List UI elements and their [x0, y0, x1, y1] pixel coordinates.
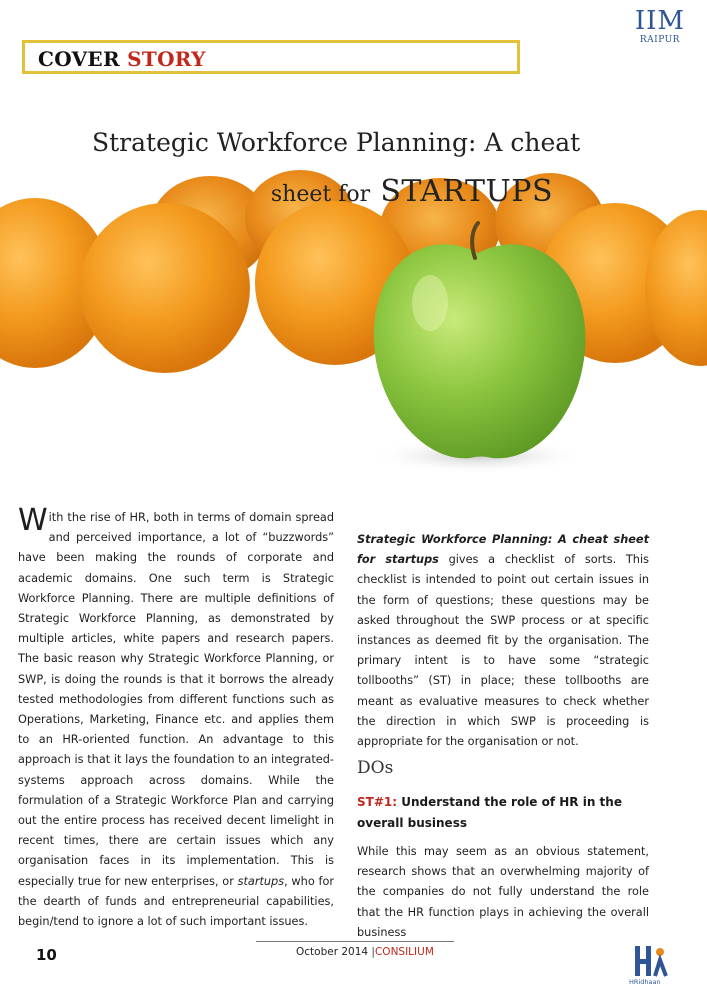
right-column-intro — [357, 530, 649, 752]
st1-title: Understand the role of HR in the overall business — [357, 795, 622, 830]
left-italic-startups: startups — [237, 874, 285, 888]
footer-issue — [296, 946, 434, 958]
intro-bold-italic: Strategic Workforce Planning: A cheat sheet for startups — [357, 533, 649, 567]
hr-logo-text: HRidhaan — [629, 978, 661, 986]
section-banner — [22, 40, 520, 74]
section-title — [38, 47, 206, 71]
left-paragraph-end: , who for the dearth of funds and entrepreneurial capabilities, begin/tend to ignore a lot of such important issues. — [18, 874, 334, 929]
article-title-line1: Strategic Workforce Planning: A cheat — [92, 128, 581, 157]
intro-paragraph: gives a checklist of sorts. This checklist is intended to point out certain issues in the form of questions; these questions may be asked throughout the SWP process or at specific instances as deemed fit by the organisation. The primary intent is to have some “strategic tollbooths” (ST) in place; these tollbooths are meant as evaluative measures to check whether the direction in which SWP is proceeding is appropriate for the organisation or not. — [357, 553, 649, 749]
page-number: 10 — [36, 946, 57, 964]
footer-date: October 2014 — [296, 946, 372, 958]
section-word-cover: COVER — [38, 47, 120, 71]
iim-raipur-logo — [635, 8, 685, 45]
st1-paragraph: While this may seem as an obvious statement, research shows that an overwhelming majority of the companies do not fully understand the role that the HR function plays in achieving the overall business — [357, 845, 649, 939]
hr-logo-icon — [633, 944, 673, 980]
st1-number: ST#1: — [357, 795, 398, 809]
footer-divider — [256, 941, 454, 942]
st1-heading — [357, 792, 649, 834]
hridhaan-logo — [629, 944, 673, 990]
logo-main-text: IIM — [634, 6, 685, 36]
footer-separator: | — [371, 946, 375, 958]
article-title-line2 — [271, 174, 553, 209]
title-sheet-for: sheet for — [270, 182, 371, 207]
section-word-story: STORY — [127, 47, 206, 71]
drop-cap: W — [18, 503, 48, 538]
title-startups: STARTUPS — [380, 174, 553, 209]
logo-sub-text: RAIPUR — [639, 35, 680, 45]
st1-body — [357, 842, 649, 943]
dos-heading: DOs — [357, 758, 394, 778]
footer-magazine: CONSILIUM — [374, 946, 434, 958]
left-column-text — [18, 503, 334, 932]
left-paragraph: ith the rise of HR, both in terms of domain spread and perceived importance, a lot of “buzzwords” have been making the rounds of corporate and academic domains. One such term is Strategic Workforce Planning. There are multiple definitions of Strategic Workforce Planning, as demonstrated by multiple articles, white papers and research papers. The basic reason why Strategic Workforce Planning, or SWP, is doing the rounds is that it borrows the already tested methodologies from different functions such as Operations, Marketing, Finance etc. and applies them to an HR-oriented function. An advantage to this approach is that it lays the foundation to an integrated-systems approach across domains. While the formulation of a Strategic Workforce Plan and carrying out the entire process has received decent limelight in recent times, there are certain issues which any organisation faces in its implementation. This is especially true for new enterprises, or — [18, 511, 334, 888]
